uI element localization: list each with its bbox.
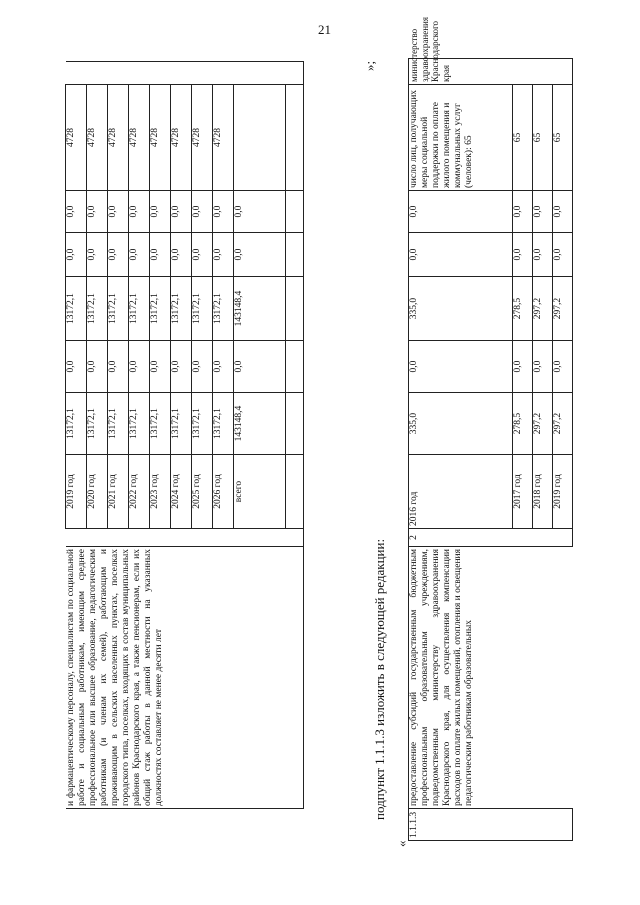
year-cell: 2025 год [192,455,213,529]
federal-cell: 0,0 [171,341,192,393]
municipal-cell: 0,0 [171,233,192,277]
extrabudget-cell: 0,0 [553,191,573,233]
amendment-caption: подпункт 1.1.1.3 изложить в следующей редакции: [372,538,387,820]
total-cell: 13172,1 [150,393,171,455]
extrabudget-cell: 0,0 [533,191,553,233]
total-cell: 13172,1 [171,393,192,455]
empty-cell [286,393,304,455]
municipal-cell: 0,0 [213,233,234,277]
result-cell: 4728 [87,85,108,191]
municipal-cell: 0,0 [66,233,87,277]
regional-cell: 13172,1 [171,277,192,341]
regional-cell: 13172,1 [150,277,171,341]
federal-cell: 0,0 [150,341,171,393]
status-cell: 2 [409,529,573,547]
result-cell: 4728 [66,85,87,191]
regional-cell: 13172,1 [192,277,213,341]
federal-cell: 0,0 [234,341,286,393]
year-cell: всего [234,455,286,529]
result-cell: 65 [533,85,553,191]
year-cell: 2024 год [171,455,192,529]
total-cell: 13172,1 [66,393,87,455]
extrabudget-cell: 0,0 [108,191,129,233]
extrabudget-cell: 0,0 [150,191,171,233]
extrabudget-cell: 0,0 [213,191,234,233]
federal-cell: 0,0 [409,341,513,393]
empty-cell [286,85,304,191]
result-cell: 4728 [171,85,192,191]
description-cell: предоставление субсидий государственным бюджетным профессиональным образовательным учреждениям, подведомственным министерству здравоохранения Краснодарского края, для осуществления компенсации расходов по оплате жилых помещений, отопления и освещения педагогическим работникам образовательных [409,547,573,809]
empty-cell [286,341,304,393]
year-cell: 2023 год [150,455,171,529]
result-cell: 4728 [213,85,234,191]
total-cell: 13172,1 [192,393,213,455]
status-cell [66,529,304,547]
subitem-1-1-1-3-table [408,16,573,841]
extrabudget-cell: 0,0 [171,191,192,233]
empty-cell [286,455,304,529]
year-cell: 2021 год [108,455,129,529]
federal-cell: 0,0 [66,341,87,393]
empty-cell [286,233,304,277]
municipal-cell: 0,0 [533,233,553,277]
regional-cell: 278,5 [513,277,533,341]
page-number: 21 [318,22,331,37]
federal-cell: 0,0 [553,341,573,393]
total-cell: 13172,1 [87,393,108,455]
year-cell: 2026 год [213,455,234,529]
municipal-cell: 0,0 [192,233,213,277]
federal-cell: 0,0 [129,341,150,393]
result-cell: 65 [553,85,573,191]
year-cell: 2022 год [129,455,150,529]
municipal-cell: 0,0 [129,233,150,277]
municipal-cell: 0,0 [150,233,171,277]
empty-cell [286,191,304,233]
regional-cell: 13172,1 [87,277,108,341]
item-number-cell: 1.1.1.3 [409,809,573,841]
municipal-cell: 0,0 [108,233,129,277]
result-cell [234,85,286,191]
extrabudget-cell: 0,0 [513,191,533,233]
year-cell: 2020 год [87,455,108,529]
extrabudget-cell: 0,0 [234,191,286,233]
municipal-cell: 0,0 [87,233,108,277]
regional-cell: 13172,1 [213,277,234,341]
result-cell: 4728 [192,85,213,191]
regional-cell: 335,0 [409,277,513,341]
municipal-cell: 0,0 [513,233,533,277]
year-cell: 2018 год [533,455,553,529]
total-cell: 13172,1 [213,393,234,455]
total-cell: 297,2 [533,393,553,455]
federal-cell: 0,0 [513,341,533,393]
extrabudget-cell: 0,0 [129,191,150,233]
federal-cell: 0,0 [87,341,108,393]
year-cell: 2019 год [553,455,573,529]
result-cell: 4728 [129,85,150,191]
federal-cell: 0,0 [108,341,129,393]
extrabudget-cell: 0,0 [87,191,108,233]
regional-cell: 13172,1 [66,277,87,341]
result-cell: 65 [513,85,533,191]
total-cell: 278,5 [513,393,533,455]
total-cell: 143148,4 [234,393,286,455]
regional-cell: 13172,1 [129,277,150,341]
federal-cell: 0,0 [213,341,234,393]
executor-cell [66,62,304,85]
extrabudget-cell: 0,0 [66,191,87,233]
municipal-cell: 0,0 [409,233,513,277]
result-cell: число лиц, получающих меры социальной поддержки по оплате жилого помещения и коммунальных услуг (человек): 65 [409,85,513,191]
total-cell: 13172,1 [129,393,150,455]
municipal-cell: 0,0 [553,233,573,277]
continuation-table [65,61,304,809]
federal-cell: 0,0 [192,341,213,393]
result-cell: 4728 [150,85,171,191]
total-cell: 335,0 [409,393,513,455]
year-cell: 2019 год [66,455,87,529]
municipal-cell: 0,0 [234,233,286,277]
regional-cell: 297,2 [553,277,573,341]
opening-quote: « [394,840,409,847]
executor-cell: министерство здравоохранения Краснодарского края [409,59,573,85]
regional-cell: 297,2 [533,277,553,341]
table-row [409,59,513,841]
closing-quote: »; [362,60,377,71]
extrabudget-cell: 0,0 [409,191,513,233]
empty-cell [286,277,304,341]
year-cell: 2017 год [513,455,533,529]
regional-cell: 13172,1 [108,277,129,341]
total-cell: 297,2 [553,393,573,455]
table-row [66,62,87,809]
total-cell: 13172,1 [108,393,129,455]
federal-cell: 0,0 [533,341,553,393]
extrabudget-cell: 0,0 [192,191,213,233]
year-cell: 2016 год [409,455,513,529]
description-cell: и фармацевтическому персоналу, специалистам по социальной работе и социальным работникам, имеющим среднее профессиональное или высшее образование, педагогическим работникам (и членам их семей), работающим и проживающим в сельских населенных пунктах, поселках городского типа, поселках, входящих в состав муниципальных районов Краснодарского края, а также пенсионерам, если их общий стаж работы в данной местности на указанных должностях составляет не менее десяти лет [66,547,304,809]
regional-cell: 143148,4 [234,277,286,341]
result-cell: 4728 [108,85,129,191]
